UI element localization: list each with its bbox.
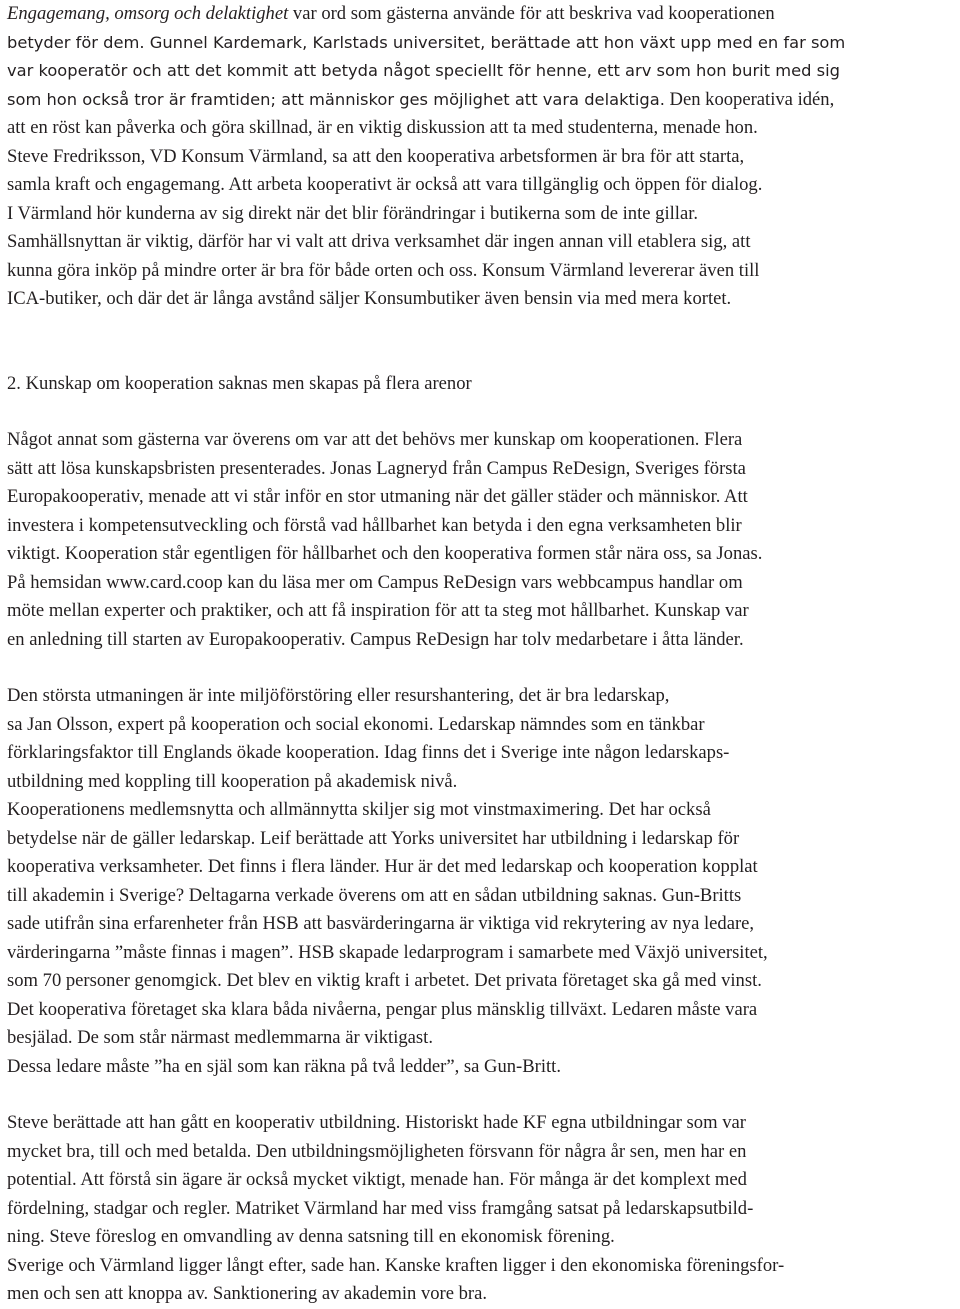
text-line: fördelning, stadgar och regler. Matriket Värmland har med viss framgång satsat på ledarskapsutbild- (7, 1197, 754, 1219)
intro-line-3: var kooperatör och att det kommit att betyda något speciellt för henne, ett arv som hon burit med sig (7, 61, 840, 80)
intro-line-6: Steve Fredriksson, VD Konsum Värmland, sa att den kooperativa arbetsformen är bra för att starta, (7, 145, 745, 167)
text-line: Något annat som gästerna var överens om var att det behövs mer kunskap om kooperationen. Flera (7, 429, 743, 450)
text-line: möte mellan experter och praktiker, och att få inspiration för att ta steg mot hållbarhet. Kunskap var (7, 600, 749, 621)
text-line: investera i kompetensutveckling och förstå vad hållbarhet kan betyda i den egna verksamheten blir (7, 514, 742, 536)
intro-italic-lead: Engagemang, omsorg och delaktighet (7, 3, 289, 24)
text-line: Det kooperativa företaget ska klara båda nivåerna, pengar plus mänsklig tillväxt. Ledaren måste vara (7, 998, 758, 1020)
text-line: ning. Steve föreslog en omvandling av denna satsning till en ekonomisk förening. (7, 1226, 615, 1247)
text-line: förklaringsfaktor till Englands ökade kooperation. Idag finns det i Sverige inte någon ledarskaps- (7, 742, 730, 763)
text-line: betydelse när de gäller ledarskap. Leif berättade att Yorks universitet har utbildning i ledarskap för (7, 827, 740, 849)
text-line: Kooperationens medlemsnytta och allmännytta skiljer sig mot vinstmaximering. Det har också (7, 799, 711, 820)
intro-line-5: att en röst kan påverka och göra skillnad, är en viktig diskussion att ta med studenterna, menade hon. (7, 117, 758, 138)
intro-line-10: kunna göra inköp på mindre orter är bra för både orten och oss. Konsum Värmland levererar även till (7, 259, 760, 281)
text-line: mycket bra, till och med betalda. Den utbildningsmöjligheten försvann för några år sen, men har en (7, 1140, 747, 1162)
text-line: Den största utmaningen är inte miljöförstöring eller resurshantering, det är bra ledarskap, (7, 685, 670, 706)
knowledge-paragraph (7, 426, 955, 654)
intro-line-4: som hon också tror är framtiden; att människor ges möjlighet att vara delaktiga. Den kooperativa idén, (7, 88, 835, 110)
text-line: besjälad. De som står närmast medlemmarna är viktigast. (7, 1027, 433, 1048)
text-line: till akademin i Sverige? Deltagarna verkade överens om att en sådan utbildning saknas. Gun-Britts (7, 884, 742, 906)
text-line: kooperativa verksamheter. Det finns i flera länder. Hur är det med ledarskap och kooperation kopplat (7, 856, 758, 877)
text-line: sa Jan Olsson, expert på kooperation och social ekonomi. Ledarskap nämndes som en tänkbar (7, 713, 705, 735)
intro-line-9: Samhällsnyttan är viktig, därför har vi valt att driva verksamhet där ingen annan vill etablera sig, att (7, 231, 751, 252)
text-line: Dessa ledare måste ”ha en själ som kan räkna på två ledder”, sa Gun-Britt. (7, 1055, 561, 1077)
text-line: viktigt. Kooperation står egentligen för hållbarhet och den kooperativa formen står nära oss, sa Jonas. (7, 543, 763, 564)
text-line: potential. Att förstå sin ägare är också mycket viktigt, menade han. För många är det komplext med (7, 1169, 747, 1190)
text-line: utbildning med koppling till kooperation på akademisk nivå. (7, 770, 458, 792)
document-page (7, 0, 955, 1309)
steve-paragraph (7, 1109, 955, 1309)
text-line: en anledning till starten av Europakooperativ. Campus ReDesign har tolv medarbetare i åtta länder. (7, 628, 744, 650)
text-line: sade utifrån sina erfarenheter från HSB att basvärderingarna är viktiga vid rekrytering av nya ledare, (7, 913, 755, 934)
intro-line-11: ICA-butiker, och där det är långa avstånd säljer Konsumbutiker även bensin via med mera kortet. (7, 288, 732, 309)
section-heading: 2. Kunskap om kooperation saknas men skapas på flera arenor (7, 372, 472, 394)
text-line: Steve berättade att han gått en kooperativ utbildning. Historiskt hade KF egna utbildningar som var (7, 1112, 746, 1133)
leadership-paragraph (7, 682, 955, 1081)
text-line: värderingarna ”måste finnas i magen”. HSB skapade ledarprogram i samarbete med Växjö universitet, (7, 941, 768, 963)
intro-line-1: Engagemang, omsorg och delaktighet var ord som gästerna använde för att beskriva vad kooperationen (7, 3, 775, 24)
text-line: På hemsidan www.card.coop kan du läsa mer om Campus ReDesign vars webbcampus handlar om (7, 571, 743, 593)
intro-paragraph (7, 0, 955, 314)
intro-line-2: betyder för dem. Gunnel Kardemark, Karlstads universitet, berättade att hon växt upp med en far som (7, 32, 846, 52)
text-line: sätt att lösa kunskapsbristen presenterades. Jonas Lagneryd från Campus ReDesign, Sveriges första (7, 457, 746, 479)
intro-line-7: samla kraft och engagemang. Att arbeta kooperativt är också att vara tillgänglig och öppen för dialog. (7, 174, 763, 195)
text-line: Europakooperativ, menade att vi står inför en stor utmaning när det gäller städer och människor. Att (7, 486, 748, 507)
text-line: Sverige och Värmland ligger långt efter, sade han. Kanske kraften ligger i den ekonomiska föreningsfor- (7, 1254, 785, 1276)
intro-line-8: I Värmland hör kunderna av sig direkt när det blir förändringar i butikerna som de inte gillar. (7, 202, 699, 224)
text-line: men och sen att knoppa av. Sanktionering av akademin vore bra. (7, 1283, 488, 1304)
text-line: som 70 personer genomgick. Det blev en viktig kraft i arbetet. Det privata företaget ska gå med vinst. (7, 970, 762, 991)
